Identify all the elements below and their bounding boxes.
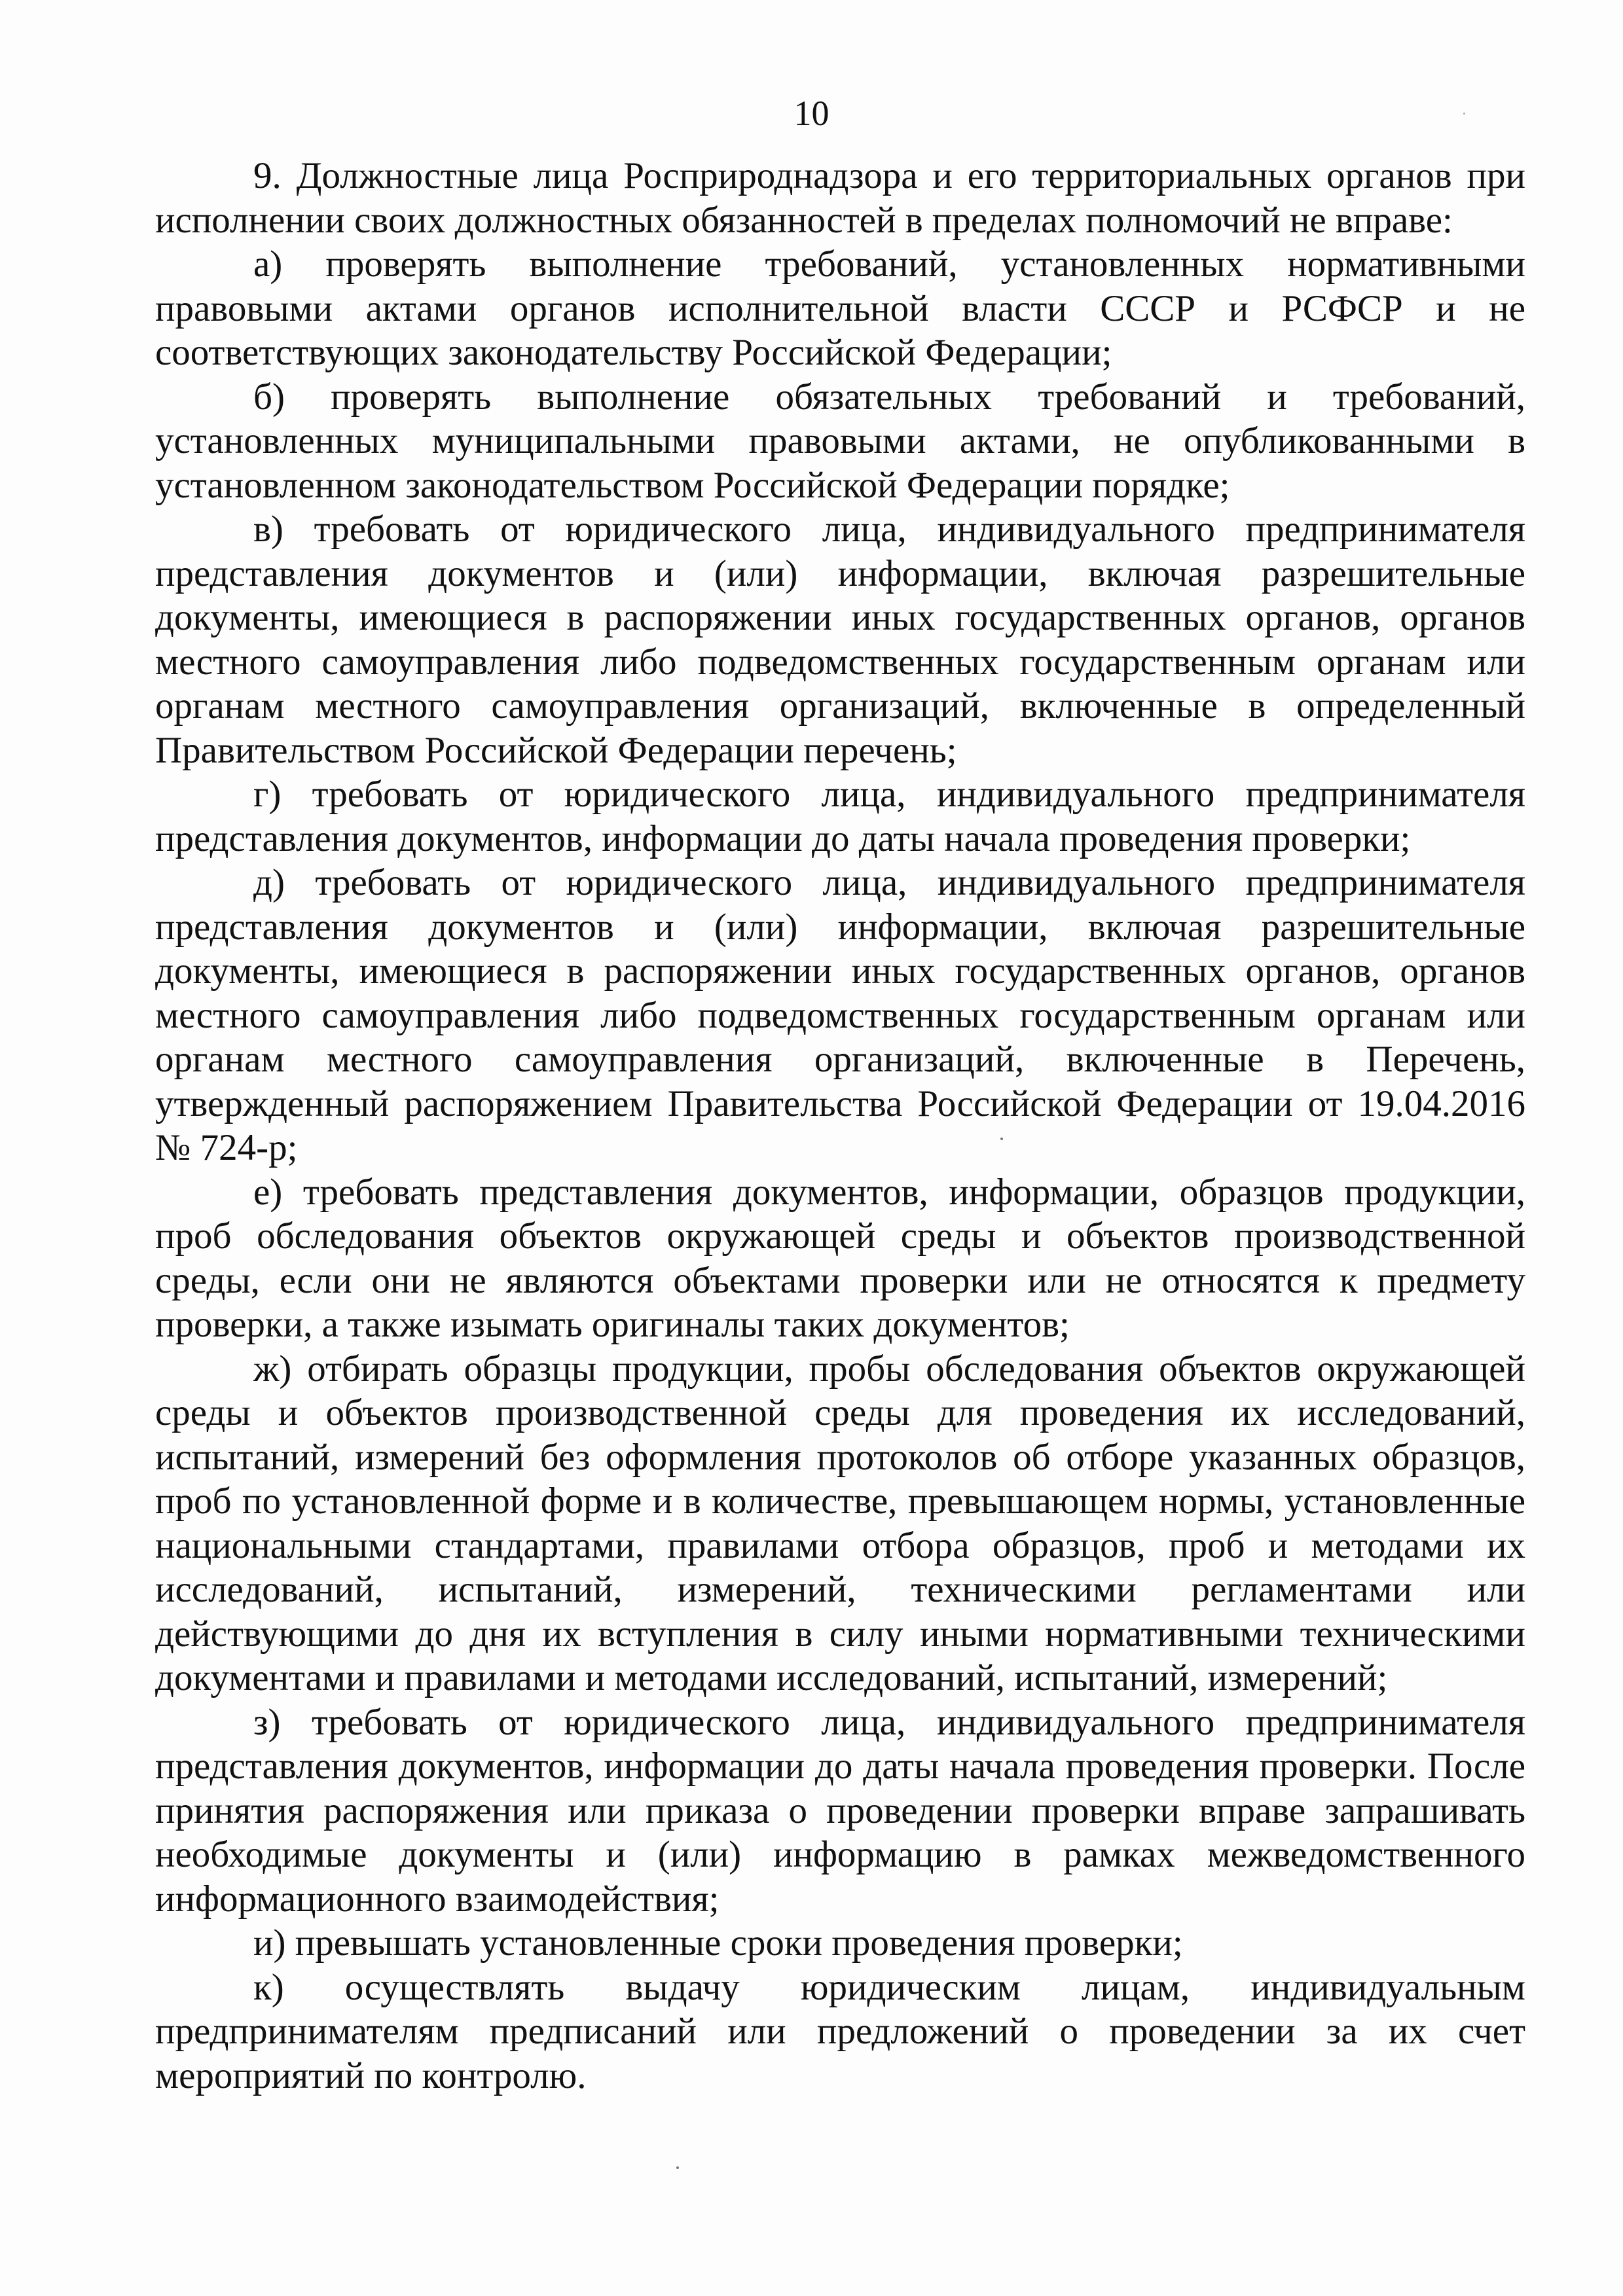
scan-speck (1000, 1138, 1003, 1140)
paragraph-item-k: к) осуществлять выдачу юридическим лицам, индивидуальным предпринимателям предписаний или предложений о проведении за их счет мероприятий по контролю. (155, 1966, 1525, 2096)
paragraph-item-a: а) проверять выполнение требований, установленных нормативными правовыми актами органов исполнительной власти СССР и РСФСР и не соответствующих законодательству Российской Федерации; (155, 243, 1525, 373)
paragraph-item-z: з) требовать от юридического лица, индивидуального предпринимателя представления документов, информации до даты начала проведения проверки. После принятия распоряжения или приказа о проведении проверки вправе запрашивать необходимые документы и (или) информацию в рамках межведомственного информационного взаимодействия; (155, 1701, 1525, 1920)
paragraph-item-zh: ж) отбирать образцы продукции, пробы обследования объектов окружающей среды и объектов производственной среды для проведения их исследований, испытаний, измерений без оформления протоколов об отборе указанных образцов, проб по установленной форме и в количестве, превышающем нормы, установленные национальными стандартами, правилами отбора образцов, проб и методами их исследований, испытаний, измерений, техническими регламентами или действующими до дня их вступления в силу иными нормативными техническими документами и правилами и методами исследований, испытаний, измерений; (155, 1348, 1525, 1698)
paragraph-9-intro: 9. Должностные лица Росприроднадзора и его территориальных органов при исполнении своих должностных обязанностей в пределах полномочий не вправе: (155, 155, 1525, 241)
scan-speck (676, 2166, 679, 2169)
paragraph-item-i: и) превышать установленные сроки проведения проверки; (253, 1922, 1183, 1964)
paragraph-item-d: д) требовать от юридического лица, индивидуального предпринимателя представления документов и (или) информации, включая разрешительные документы, имеющиеся в распоряжении иных государственных органов, органов местного самоуправления либо подведомственных государственным органам или органам местного самоуправления организаций, включенные в Перечень, утвержденный распоряжением Правительства Российской Федерации от 19.04.2016 № 724-р; (155, 862, 1525, 1168)
page-number: 10 (793, 94, 830, 133)
scan-speck (1463, 113, 1465, 115)
paragraph-item-b: б) проверять выполнение обязательных требований и требований, установленных муниципальными правовыми актами, не опубликованными в установленном законодательством Российской Федерации порядке; (155, 376, 1525, 506)
paragraph-item-v: в) требовать от юридического лица, индивидуального предпринимателя представления документов и (или) информации, включая разрешительные документы, имеющиеся в распоряжении иных государственных органов, органов местного самоуправления либо подведомственных государственным органам или органам местного самоуправления организаций, включенные в определенный Правительством Российской Федерации перечень; (155, 509, 1525, 771)
paragraph-item-e: е) требовать представления документов, информации, образцов продукции, проб обследования объектов окружающей среды и объектов производственной среды, если они не являются объектами проверки или не относятся к предмету проверки, а также изымать оригиналы таких документов; (155, 1171, 1525, 1345)
paragraph-item-g: г) требовать от юридического лица, индивидуального предпринимателя представления документов, информации до даты начала проведения проверки; (155, 774, 1525, 859)
document-body (155, 154, 1525, 2098)
